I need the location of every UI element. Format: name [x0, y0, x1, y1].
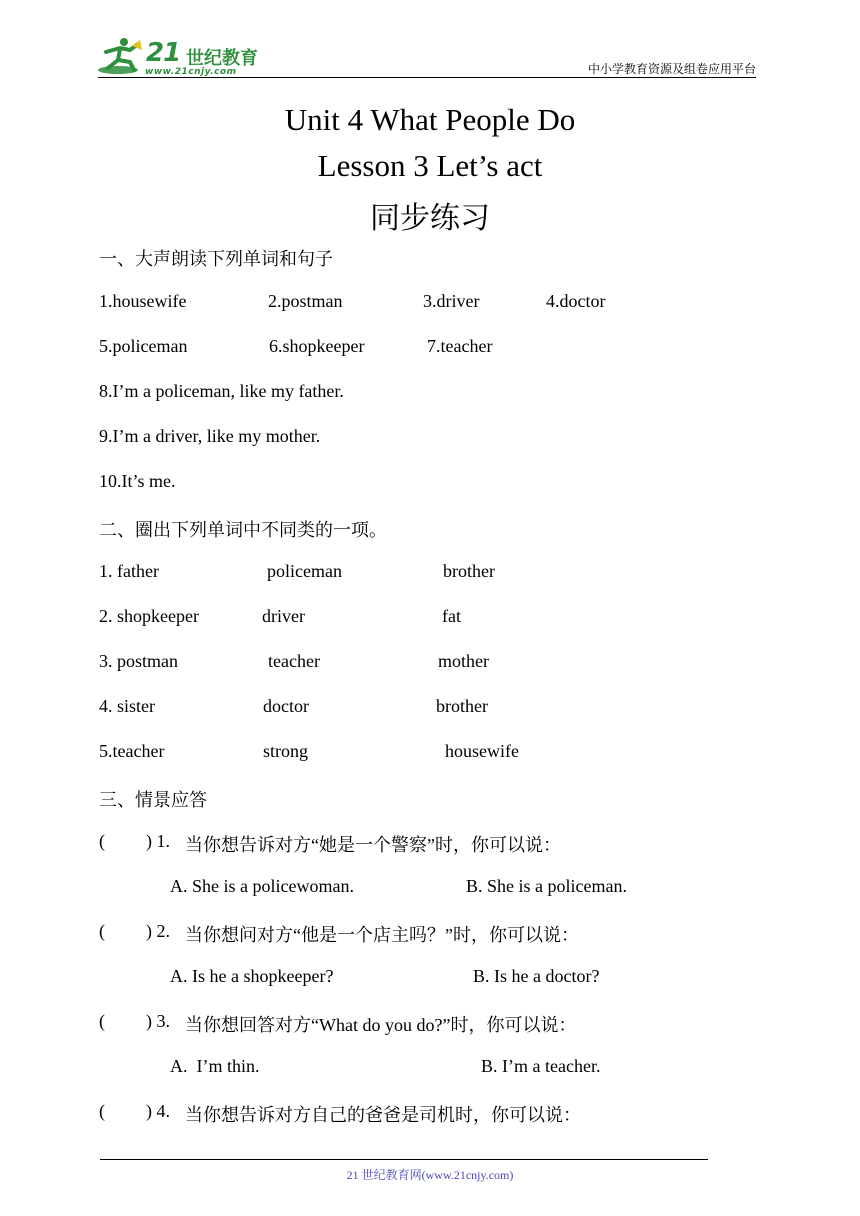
word-option: doctor [263, 696, 309, 716]
word-option: teacher [268, 651, 320, 671]
question-number: ) 1. [146, 831, 170, 851]
word-option: 4. sister [99, 696, 155, 716]
word-option: mother [438, 651, 489, 671]
logo-brand-name: 世纪教育 [186, 48, 258, 69]
word-option: 2. shopkeeper [99, 606, 199, 626]
answer-bracket: ( [99, 1011, 105, 1031]
logo-url: www.21cnjy.com [145, 67, 237, 77]
word-option: fat [442, 606, 461, 626]
question-number: ) 2. [146, 921, 170, 941]
word-option: housewife [445, 741, 519, 761]
sentence-item: 9.I’m a driver, like my mother. [99, 426, 321, 446]
title-lesson: Lesson 3 Let’s act [317, 148, 543, 183]
title-unit: Unit 4 What People Do [284, 102, 576, 137]
question-text: 当你想问对方“他是一个店主吗？”时，你可以说： [185, 925, 579, 945]
word-item: 3.driver [423, 291, 480, 311]
word-option: 3. postman [99, 651, 178, 671]
logo-number: 21 [146, 38, 181, 68]
word-option: 1. father [99, 561, 159, 581]
sentence-item: 8.I’m a policeman, like my father. [99, 381, 344, 401]
footer-divider [100, 1159, 708, 1160]
option-b: B. She is a policeman. [466, 876, 627, 896]
word-option: 5.teacher [99, 741, 165, 761]
word-item: 2.postman [268, 291, 343, 311]
question-number: ) 3. [146, 1011, 170, 1031]
option-b: B. I’m a teacher. [481, 1056, 601, 1076]
footer-site-link[interactable]: 21 世纪教育网(www.21cnjy.com) [346, 1168, 514, 1182]
title-practice: 同步练习 [370, 202, 490, 235]
word-item: 4.doctor [546, 291, 606, 311]
question-text: 当你想回答对方“What do you do?”时，你可以说： [185, 1015, 577, 1035]
word-item: 1.housewife [99, 291, 187, 311]
answer-bracket: ( [99, 1101, 105, 1121]
option-a: A. Is he a shopkeeper? [170, 966, 334, 986]
word-item: 5.policeman [99, 336, 188, 356]
option-b: B. Is he a doctor? [473, 966, 600, 986]
word-option: policeman [267, 561, 342, 581]
section2-heading: 二、圈出下列单词中不同类的一项。 [99, 520, 387, 540]
section1-heading: 一、大声朗读下列单词和句子 [99, 249, 333, 269]
section3-heading: 三、情景应答 [99, 790, 207, 810]
option-a: A. She is a policewoman. [170, 876, 354, 896]
answer-bracket: ( [99, 921, 105, 941]
word-item: 6.shopkeeper [269, 336, 365, 356]
platform-name: 中小学教育资源及组卷应用平台 [587, 62, 756, 76]
word-option: brother [436, 696, 488, 716]
question-text: 当你想告诉对方自己的爸爸是司机时，你可以说： [185, 1105, 581, 1125]
word-option: driver [262, 606, 305, 626]
question-text: 当你想告诉对方“她是一个警察”时，你可以说： [185, 835, 561, 855]
word-item: 7.teacher [427, 336, 493, 356]
header-divider [98, 77, 756, 78]
sentence-item: 10.It’s me. [99, 471, 176, 491]
word-option: brother [443, 561, 495, 581]
question-number: ) 4. [146, 1101, 170, 1121]
option-a: A. I’m thin. [170, 1056, 260, 1076]
word-option: strong [263, 741, 308, 761]
answer-bracket: ( [99, 831, 105, 851]
